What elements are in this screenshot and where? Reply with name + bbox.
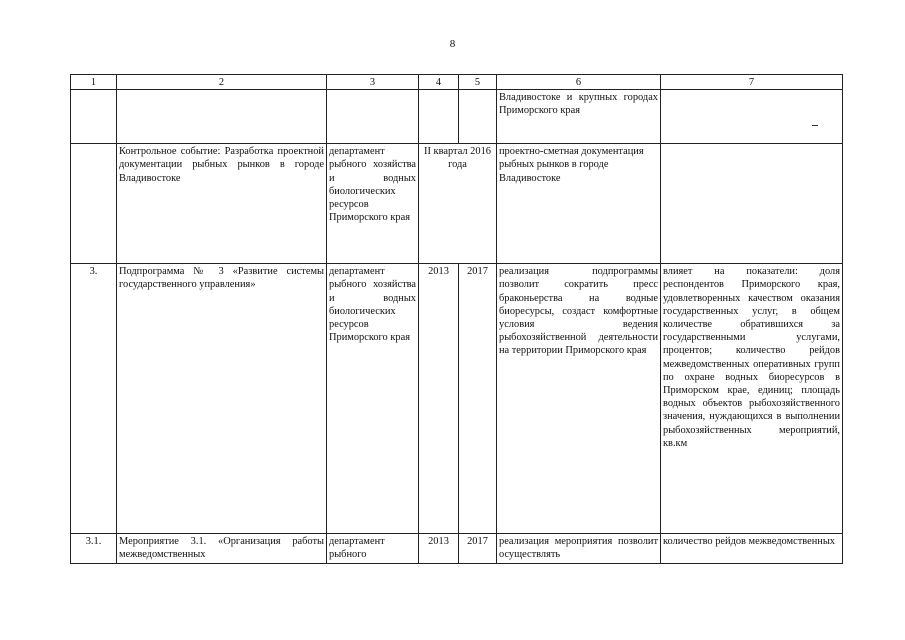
activity-name-cell: Контрольное событие: Разработка проектной документации рыбных рынков в городе Владивостоке [117,144,327,264]
start-year-cell: 2013 [419,534,459,564]
expected-result-cell: реализация мероприятия позволит осуществлять [497,534,661,564]
indicator-link-cell [661,90,843,144]
executor-cell: департамент рыбного хозяйства и водных биологических ресурсов Приморского края [327,264,419,534]
expected-result-cell: проектно-сметная документация рыбных рынков в городе Владивостоке [497,144,661,264]
table-row [71,144,843,264]
program-table [70,74,843,564]
scan-speck [812,125,818,126]
executor-cell [327,90,419,144]
executor-cell: департамент рыбного хозяйства и водных биологических ресурсов Приморского края [327,144,419,264]
row-number-cell [71,90,117,144]
table-row [71,264,843,534]
column-number-row [71,75,843,90]
column-number-header: 7 [661,75,843,90]
expected-result-cell: Владивостоке и крупных городах Приморского края [497,90,661,144]
indicator-link-cell: влияет на показатели: доля респондентов Приморского края, удовлетворенных качеством оказания государственных услуг, в общем количестве обратившихся за государственными услугами, процентов; количество рейдов межведомственных оперативных групп по охране водных биоресурсов в Приморском крае, единиц; площадь водных объектов рыбохозяйственного значения, нуждающихся в выполнении рыбохозяйственных мероприятий, кв.км [661,264,843,534]
end-year-cell [459,90,497,144]
table-row [71,90,843,144]
expected-result-cell: реализация подпрограммы позволит сократить пресс браконьерства на водные биоресурсы, создаст комфортные условия ведения рыбохозяйственной деятельности на территории Приморского края [497,264,661,534]
page-number: 8 [449,38,456,50]
activity-name-cell: Мероприятие 3.1. «Организация работы межведомственных [117,534,327,564]
executor-cell: департамент рыбного [327,534,419,564]
column-number-header: 5 [459,75,497,90]
column-number-header: 2 [117,75,327,90]
indicator-link-cell: количество рейдов межведомственных [661,534,843,564]
deadline-cell: II квартал 2016 года [419,144,497,264]
column-number-header: 6 [497,75,661,90]
end-year-cell: 2017 [459,534,497,564]
row-number-cell [71,144,117,264]
column-number-header: 3 [327,75,419,90]
column-number-header: 1 [71,75,117,90]
row-number-cell: 3. [71,264,117,534]
table-row [71,534,843,564]
start-year-cell: 2013 [419,264,459,534]
row-number-cell: 3.1. [71,534,117,564]
indicator-link-cell [661,144,843,264]
activity-name-cell [117,90,327,144]
activity-name-cell: Подпрограмма № 3 «Развитие системы государственного управления» [117,264,327,534]
end-year-cell: 2017 [459,264,497,534]
start-year-cell [419,90,459,144]
column-number-header: 4 [419,75,459,90]
